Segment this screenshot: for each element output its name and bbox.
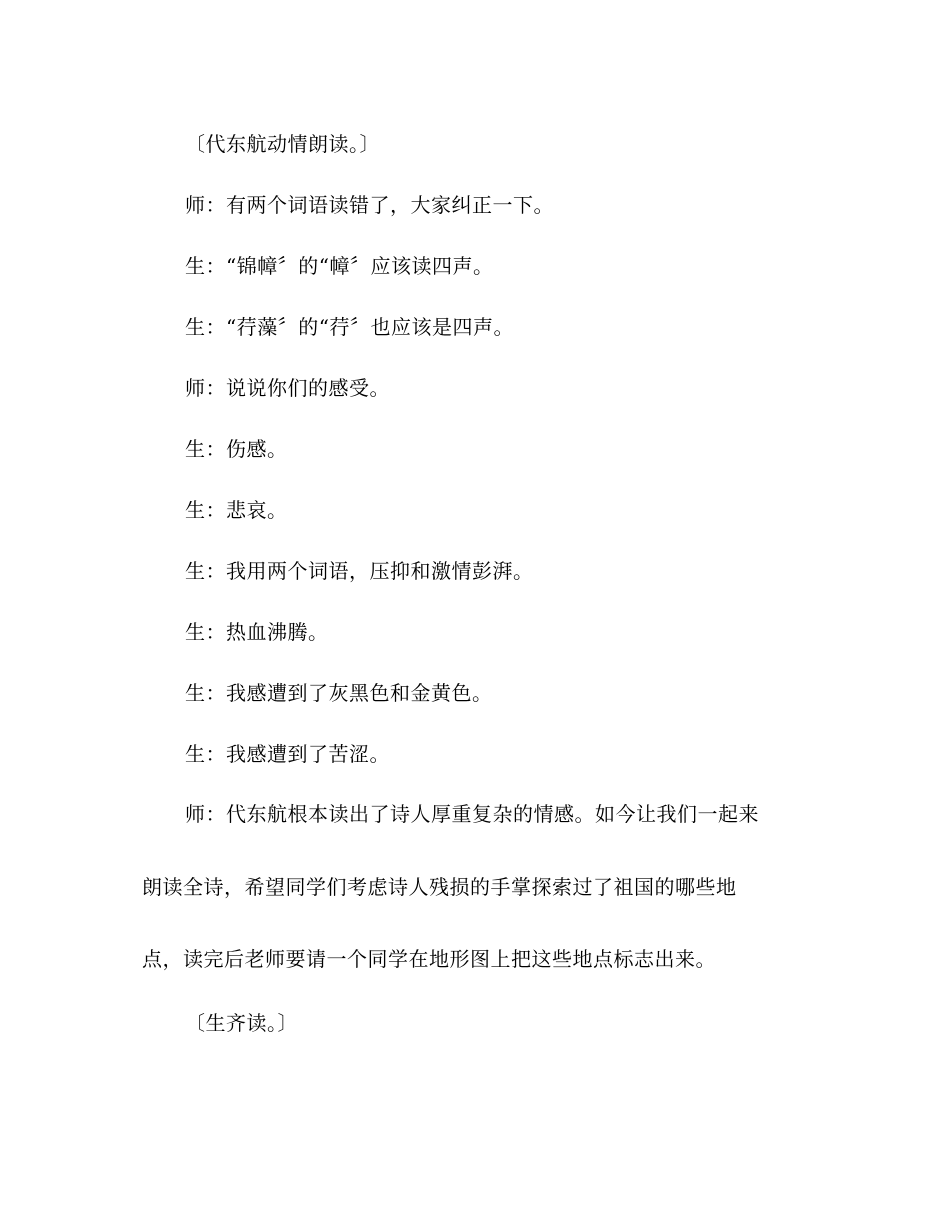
stage-direction-reading: 〔代东航动情朗读。〕 (185, 132, 380, 156)
student-line: 生：“荇藻〞的“荇〞也应该是四声。 (185, 315, 514, 339)
teacher-paragraph-line: 点，读完后老师要请一个同学在地形图上把这些地点标志出来。 (142, 947, 716, 971)
student-line: 生：伤感。 (185, 437, 288, 461)
student-line: 生：我感遭到了灰黑色和金黄色。 (185, 681, 493, 705)
student-line: 生：悲哀。 (185, 498, 288, 522)
student-line: 生：热血沸腾。 (185, 620, 329, 644)
teacher-paragraph-line: 朗读全诗，希望同学们考虑诗人残损的手掌探索过了祖国的哪些地 (142, 875, 737, 899)
student-line: 生：我用两个词语，压抑和激情彭湃。 (185, 559, 534, 583)
student-line: 生：我感遭到了苦涩。 (185, 742, 390, 766)
teacher-line: 师：说说你们的感受。 (185, 376, 390, 400)
stage-direction-group-reading: 〔生齐读。〕 (185, 1011, 298, 1035)
student-line: 生：“锦幛〞的“幛〞应该读四声。 (185, 254, 494, 278)
teacher-line: 师：有两个词语读错了，大家纠正一下。 (185, 193, 554, 217)
teacher-paragraph-line: 师：代东航根本读出了诗人厚重复杂的情感。如今让我们一起来 (185, 802, 759, 826)
